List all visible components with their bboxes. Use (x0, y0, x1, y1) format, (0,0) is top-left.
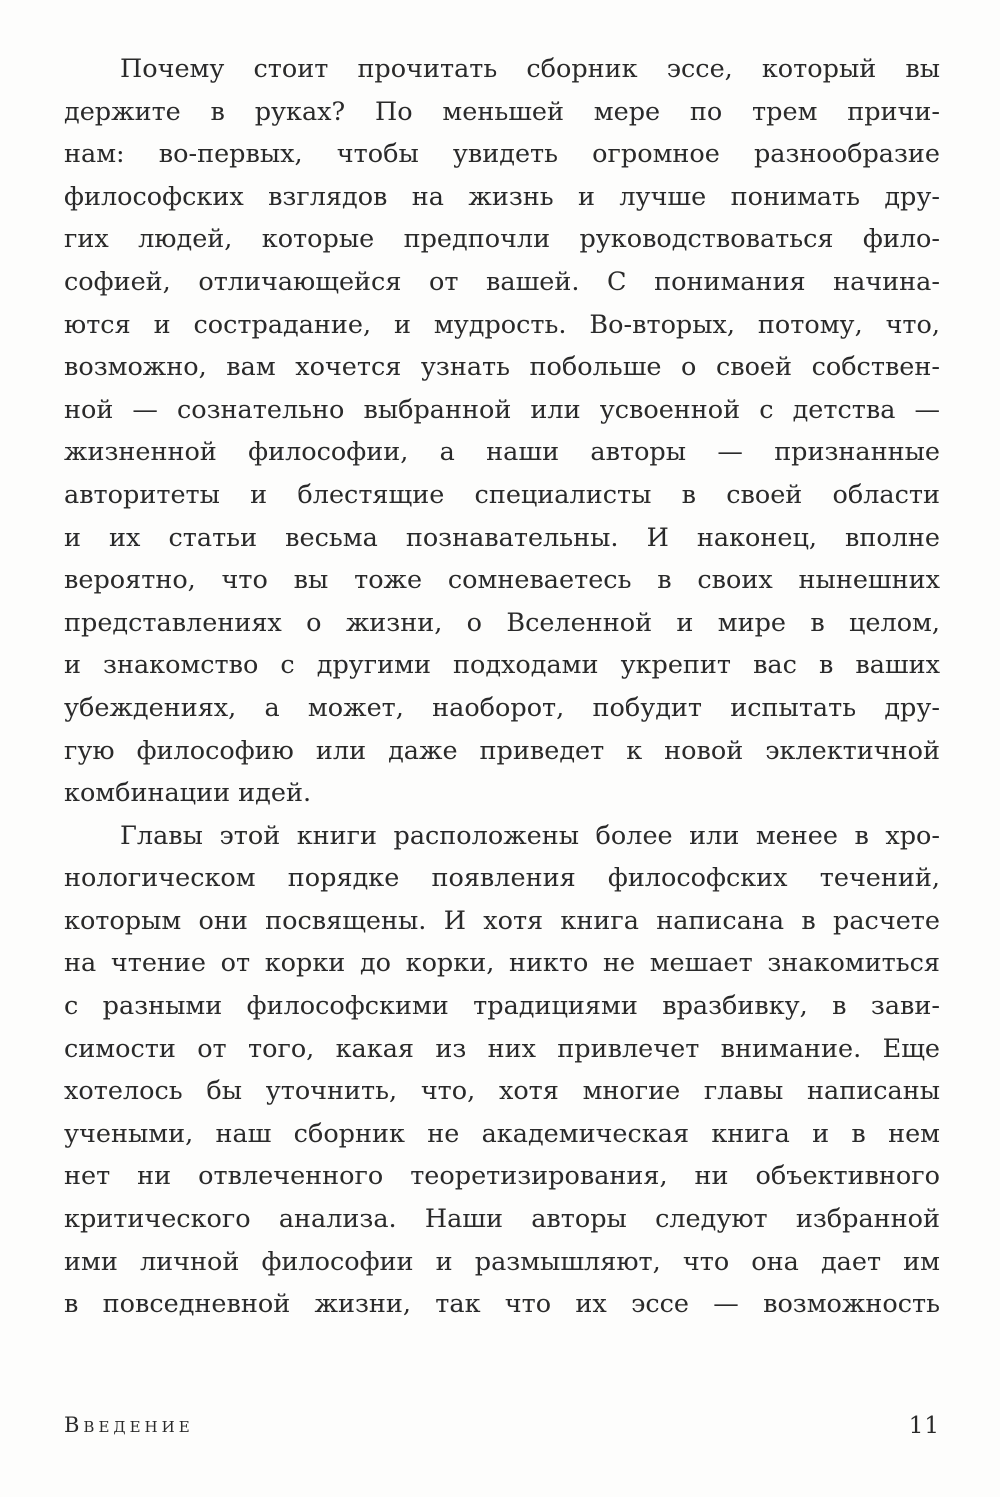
text-line: комбинации идей. (64, 778, 312, 809)
body-text (64, 48, 940, 1326)
text-line: держите в руках? По меньшей мере по трем причи- (64, 96, 940, 127)
text-line: философских взглядов на жизнь и лучше понимать дру- (64, 181, 940, 212)
text-line: возможно, вам хочется узнать побольше о своей собствен- (64, 352, 940, 383)
text-line: нет ни отвлеченного теоретизирования, ни объективного (64, 1161, 940, 1192)
running-head: Введение (64, 1413, 194, 1437)
text-line: и знакомство с другими подходами укрепит вас в ваших (64, 650, 940, 681)
text-line: гих людей, которые предпочли руководствоваться фило- (64, 224, 940, 255)
text-line: нам: во-первых, чтобы увидеть огромное разнообразие (64, 139, 940, 170)
page-number: 11 (908, 1413, 940, 1439)
text-line: убеждениях, а может, наоборот, побудит испытать дру- (64, 692, 940, 723)
text-line: ются и сострадание, и мудрость. Во-вторых, потому, что, (64, 309, 940, 340)
text-line: Главы этой книги расположены более или менее в хро- (120, 820, 940, 851)
text-line: критического анализа. Наши авторы следуют избранной (64, 1204, 940, 1235)
text-line: Почему стоит прочитать сборник эссе, который вы (120, 54, 940, 84)
paragraph (64, 48, 940, 815)
text-line: которым они посвящены. И хотя книга написана в расчете (64, 905, 940, 936)
text-line: на чтение от корки до корки, никто не мешает знакомиться (64, 948, 940, 979)
text-line: симости от того, какая из них привлечет внимание. Еще (64, 1033, 940, 1064)
text-line: представлениях о жизни, о Вселенной и мире в целом, (64, 607, 940, 638)
page-footer (64, 1413, 940, 1453)
text-line: жизненной философии, а наши авторы — признанные (64, 437, 940, 468)
text-line: авторитеты и блестящие специалисты в своей области (64, 479, 940, 510)
text-line: нологическом порядке появления философских течений, (64, 863, 940, 894)
text-line: ими личной философии и размышляют, что она дает им (64, 1246, 940, 1277)
paragraph (64, 815, 940, 1326)
text-line: вероятно, что вы тоже сомневаетесь в своих нынешних (64, 565, 940, 596)
text-line: в повседневной жизни, так что их эссе — возможность (64, 1289, 940, 1320)
text-line: гую философию или даже приведет к новой эклектичной (64, 735, 940, 766)
text-line: и их статьи весьма познавательны. И наконец, вполне (64, 522, 940, 553)
text-line: ной — сознательно выбранной или усвоенной с детства — (64, 394, 940, 425)
text-line: софией, отличающейся от вашей. С понимания начина- (64, 266, 940, 297)
text-line: хотелось бы уточнить, что, хотя многие главы написаны (64, 1076, 940, 1107)
text-line: с разными философскими традициями вразбивку, в зави- (64, 991, 940, 1022)
text-line: учеными, наш сборник не академическая книга и в нем (64, 1118, 940, 1149)
